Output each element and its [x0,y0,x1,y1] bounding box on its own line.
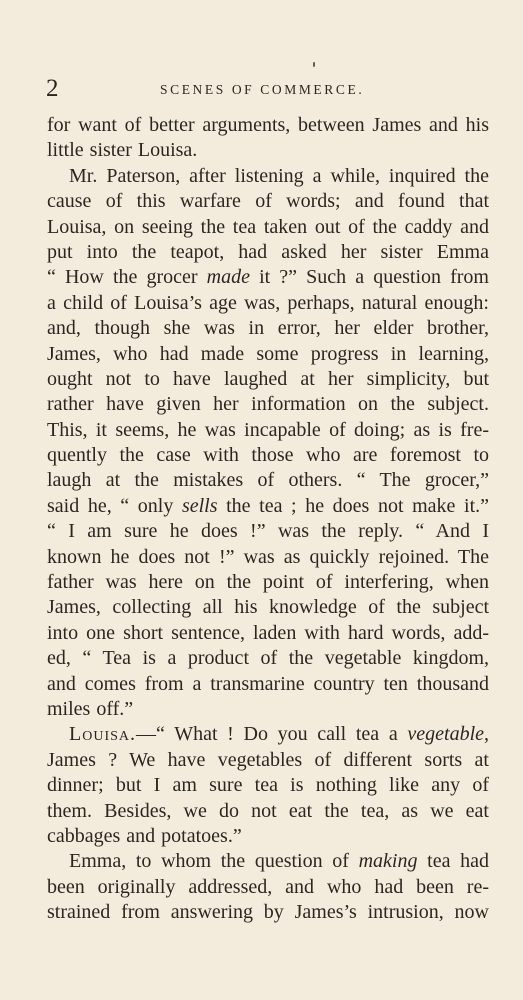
text-run: rather have given her information on the subject. [47,393,489,416]
text-line [47,748,489,773]
text-line [47,468,489,493]
text-run: “ I am sure he does !” was the reply. “ And I [47,520,489,543]
text-run: James, collecting all his knowledge of the subject [47,596,489,619]
text-run: been originally addressed, and who had been re- [47,875,489,898]
text-run: Louisa, on seeing the tea taken out of the caddy and [47,215,489,238]
text-line [47,646,489,671]
text-line [47,494,489,519]
text-line [47,621,489,646]
text-line [47,265,489,290]
text-line [47,291,489,316]
ink-speck [313,62,315,67]
text-run: cause of this warfare of words; and found that [47,190,489,213]
text-line [47,697,489,722]
speaker-name: Louisa. [69,723,136,746]
italic-text: sells [181,494,218,517]
text-line [47,799,489,824]
text-run: a child of Louisa’s age was, perhaps, natural enough: [47,291,489,314]
text-line [47,392,489,417]
text-run: said he, “ only [47,494,182,517]
text-run: James, who had made some progress in learning, [47,342,489,365]
body-text [47,113,489,926]
text-line [47,722,489,747]
text-run: for want of better arguments, between James and his [47,114,489,136]
text-run: known he does not !” was as quickly rejoined. The [47,545,489,568]
text-line [47,215,489,240]
text-run: “ How the grocer [47,266,207,289]
text-run: quently the case with those who are foremost to [47,444,489,467]
text-run: dinner; but I am sure tea is nothing like any of [47,774,489,797]
text-run: James ? We have vegetables of different sorts at [47,748,489,771]
text-run: them. Besides, we do not eat the tea, as we eat [47,799,489,822]
italic-text: vegetable [407,723,484,746]
text-run: into one short sentence, laden with hard words, add- [47,621,489,644]
text-run: Emma, to whom the question of [69,850,359,873]
text-run: strained from answering by James’s intrusion, now [47,901,489,924]
text-line [47,113,489,138]
text-line [47,545,489,570]
italic-text: making [358,850,418,873]
text-line [47,240,489,265]
text-run: and comes from a transmarine country ten thousand [47,672,489,695]
running-title: SCENES OF COMMERCE. [160,82,365,97]
text-run: cabbages and potatoes.” [47,824,242,847]
text-line [47,138,489,163]
text-line [47,900,489,925]
text-run: father was here on the point of interfering, when [47,571,489,594]
text-line [47,875,489,900]
page-number: 2 [46,75,59,102]
text-run: , [484,723,489,746]
text-run: little sister Louisa. [47,139,198,162]
text-line [47,519,489,544]
text-line [47,672,489,697]
text-line [47,773,489,798]
text-run: tea had [417,850,489,873]
text-run: it ?” Such a question from [250,266,489,289]
italic-text: made [206,266,250,289]
text-line [47,443,489,468]
text-line [47,189,489,214]
text-line [47,824,489,849]
text-line [47,164,489,189]
text-line [47,849,489,874]
text-line [47,342,489,367]
text-run: ed, “ Tea is a product of the vegetable kingdom, [47,647,489,670]
text-run: Mr. Paterson, after listening a while, inquired the [69,164,489,187]
text-line [47,316,489,341]
text-line [47,367,489,392]
text-run: miles off.” [47,697,134,720]
text-run: and, though she was in error, her elder brother, [47,317,489,340]
text-run: —“ What ! Do you call tea a [136,723,408,746]
text-run: put into the teapot, had asked her sister Emma [47,240,489,263]
text-line [47,570,489,595]
text-run: laugh at the mistakes of others. “ The grocer,” [47,469,489,492]
text-line [47,595,489,620]
text-run: This, it seems, he was incapable of doing; as is fre- [47,418,489,441]
text-line [47,418,489,443]
running-head [46,76,492,104]
text-run: ought not to have laughed at her simplicity, but [47,367,489,390]
text-run: the tea ; he does not make it.” [217,494,489,517]
